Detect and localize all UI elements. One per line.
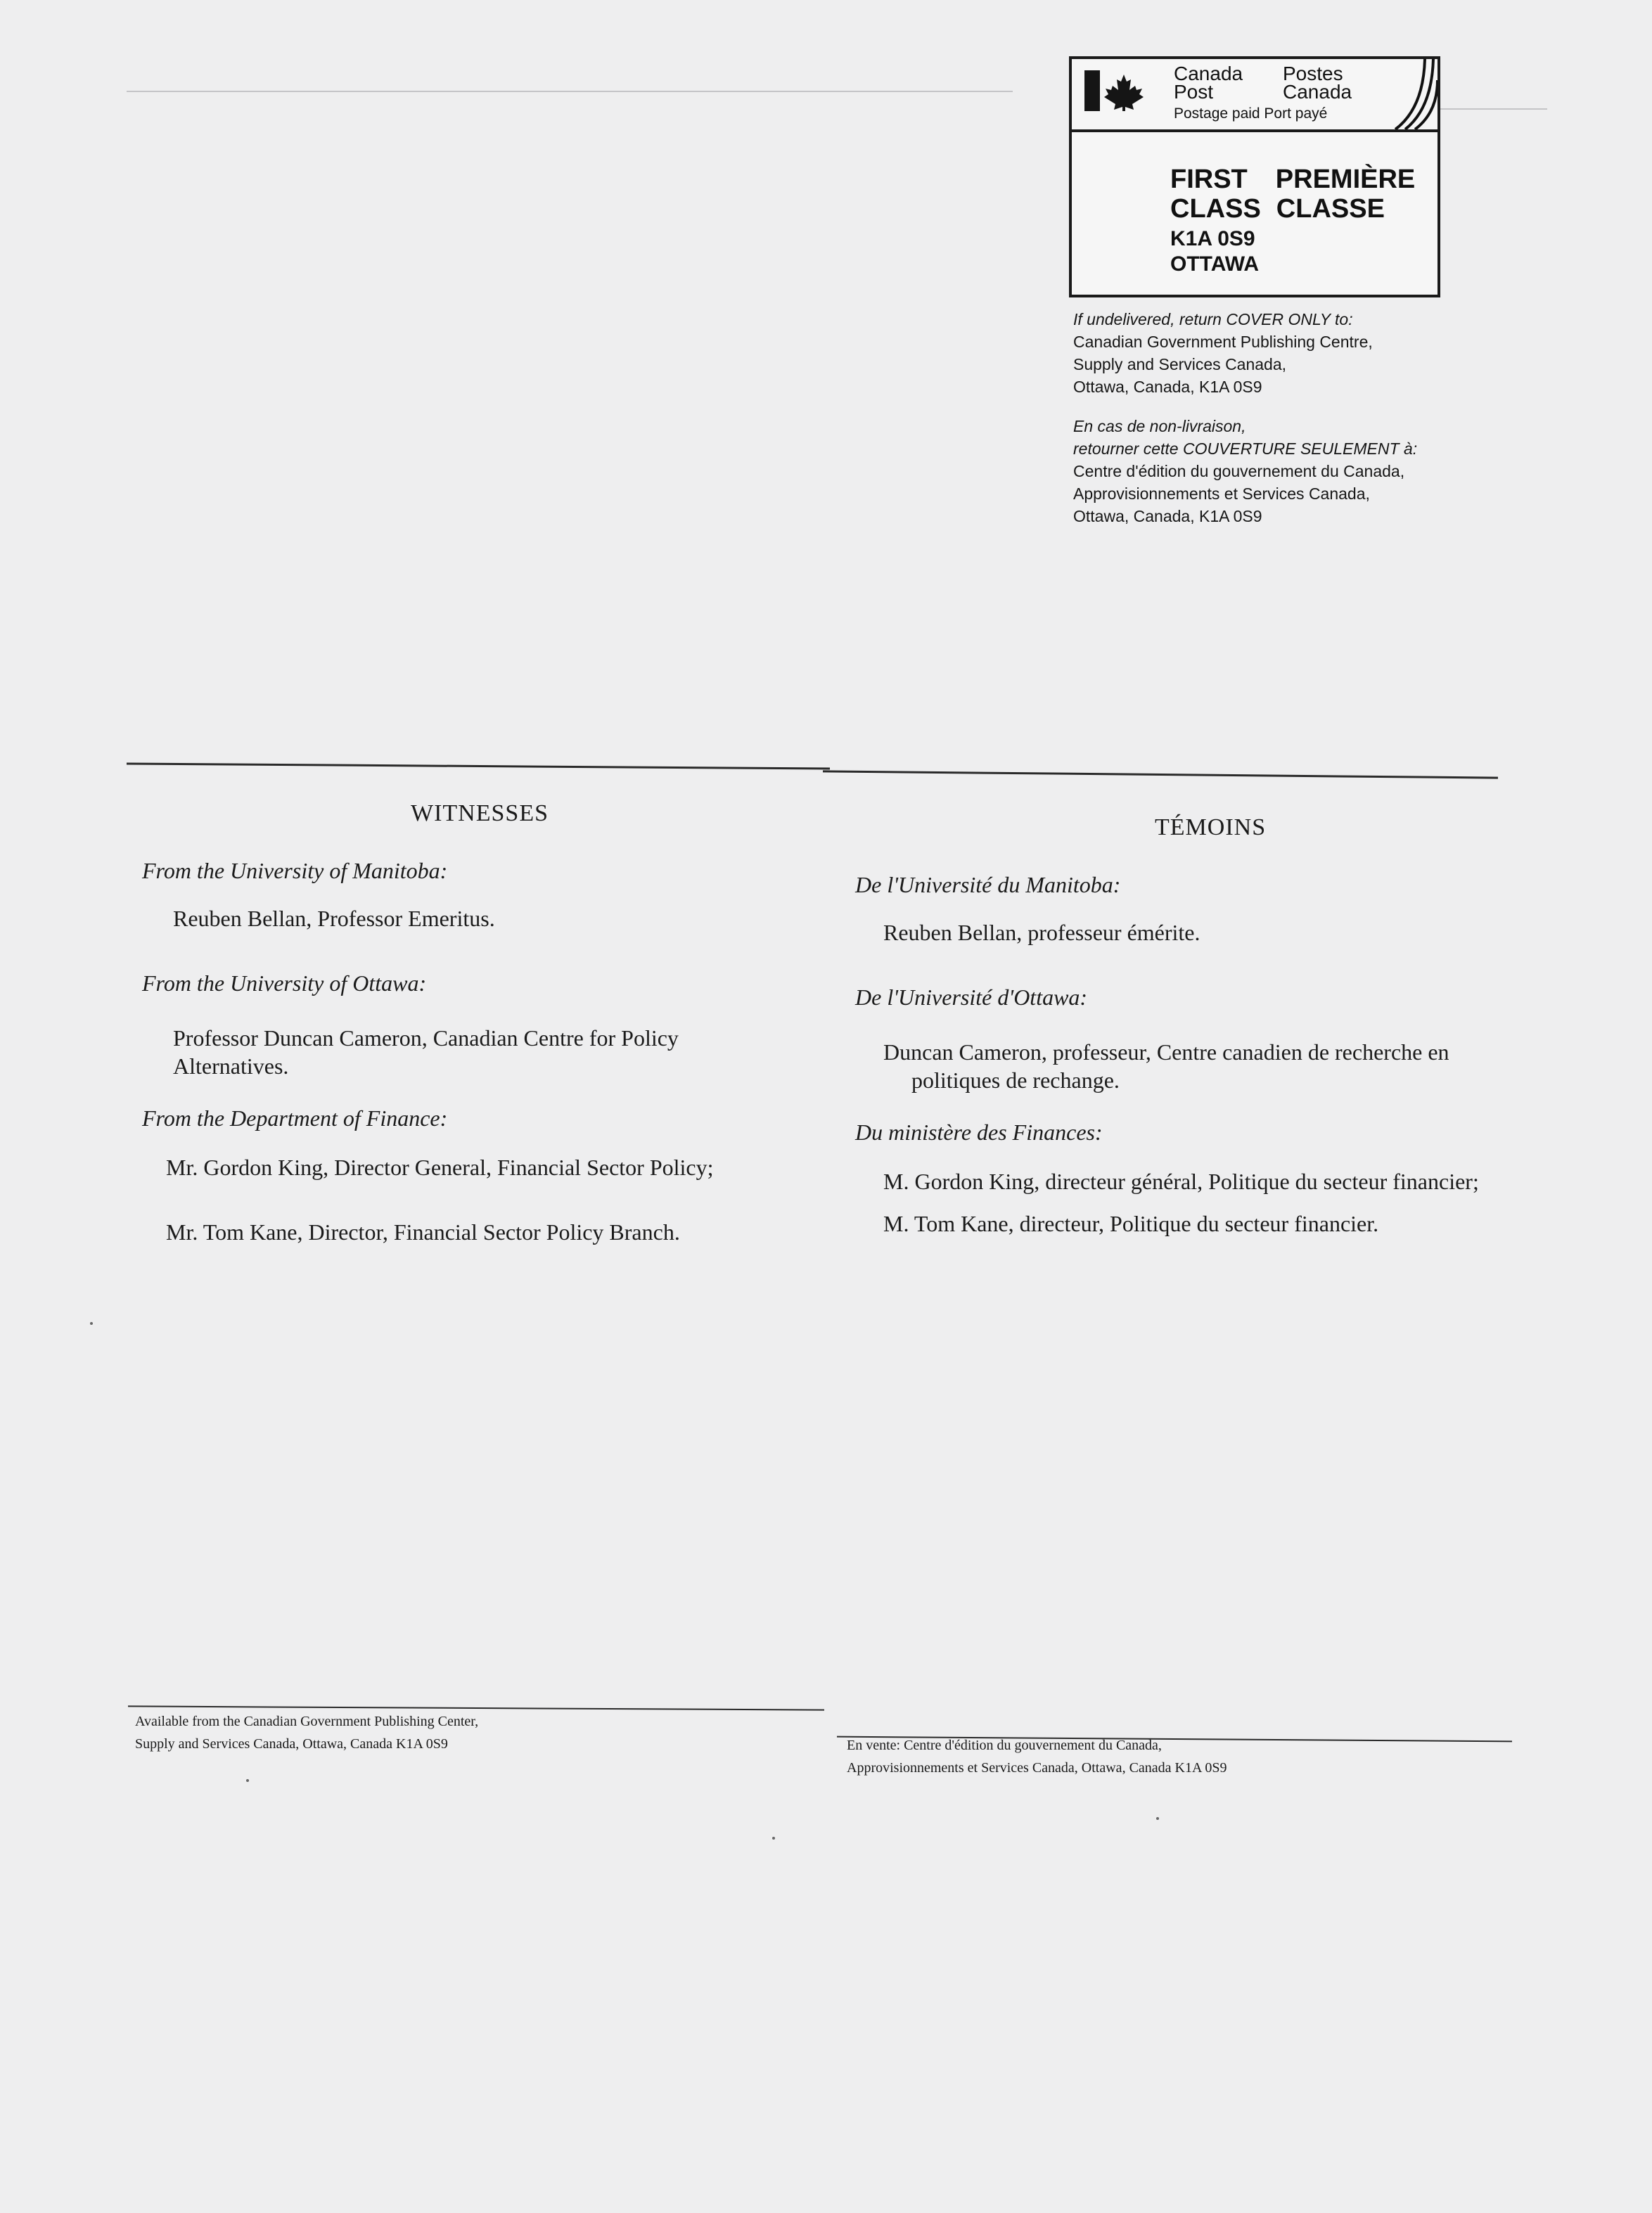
witnesses-rule-right — [823, 770, 1498, 778]
witness-org: De l'Université du Manitoba: — [855, 872, 1121, 897]
class-premiere: PREMIÈRE — [1275, 165, 1416, 194]
paper-speck — [90, 1322, 93, 1325]
return-en-line: Canadian Government Publishing Centre, — [1073, 333, 1373, 351]
witness-entry: Professor Duncan Cameron, Canadian Centre for Policy Alternatives. — [173, 1025, 679, 1079]
brand-canada-fr: Canada — [1283, 81, 1352, 103]
footer-en-line: Supply and Services Canada, Ottawa, Canada K1A 0S9 — [135, 1736, 448, 1752]
witness-entry: M. Tom Kane, directeur, Politique du secteur financier. — [883, 1211, 1379, 1236]
footer-availability-en — [135, 1710, 478, 1755]
brand-fr — [1283, 65, 1352, 101]
mail-class — [1170, 165, 1415, 224]
paper-speck — [772, 1837, 775, 1840]
witnesses-heading: WITNESSES — [411, 800, 549, 826]
return-en-line: Supply and Services Canada, — [1073, 355, 1287, 373]
postal-city: OTTAWA — [1170, 252, 1260, 276]
footer-fr-line: En vente: Centre d'édition du gouvernement du Canada, — [847, 1738, 1162, 1753]
postage-paid-label: Postage paid Port payé — [1174, 105, 1328, 122]
footer-fr-line: Approvisionnements et Services Canada, Ottawa, Canada K1A 0S9 — [847, 1760, 1227, 1776]
bleed-through-header-left — [127, 67, 1013, 92]
witness-org: From the University of Manitoba: — [142, 858, 448, 883]
witness-entry: Duncan Cameron, professeur, Centre canadien de recherche en politiques de rechange. — [883, 1039, 1449, 1093]
witness-org: From the Department of Finance: — [142, 1105, 448, 1131]
return-en-line: Ottawa, Canada, K1A 0S9 — [1073, 378, 1262, 396]
return-notice — [1073, 308, 1523, 527]
paper-speck — [1156, 1817, 1159, 1820]
return-en-intro: If undelivered, return COVER ONLY to: — [1073, 310, 1353, 328]
brand-en — [1174, 65, 1243, 101]
class-classe: CLASSE — [1276, 194, 1385, 224]
brand-post: Post — [1174, 81, 1214, 103]
postal-code: K1A 0S9 — [1170, 227, 1255, 250]
witness-entry: Reuben Bellan, professeur émérite. — [883, 920, 1200, 945]
witness-entry: M. Gordon King, directeur général, Politique du secteur financier; — [883, 1169, 1479, 1194]
return-fr-line: Ottawa, Canada, K1A 0S9 — [1073, 507, 1262, 525]
footer-en-line: Available from the Canadian Government Publishing Center, — [135, 1714, 479, 1729]
witness-org: From the University of Ottawa: — [142, 970, 427, 996]
return-fr-intro: retourner cette COUVERTURE SEULEMENT à: — [1073, 440, 1418, 458]
canada-flag-icon — [1084, 70, 1148, 111]
witnesses-column-fr — [855, 871, 1537, 1238]
return-fr-line: Centre d'édition du gouvernement du Canada, — [1073, 462, 1405, 480]
temoins-heading: TÉMOINS — [1155, 814, 1267, 840]
return-fr-line: Approvisionnements et Services Canada, — [1073, 485, 1370, 503]
paper-speck — [246, 1779, 249, 1782]
witness-entry: Reuben Bellan, Professor Emeritus. — [173, 906, 495, 931]
return-fr-intro: En cas de non-livraison, — [1073, 417, 1246, 435]
footer-availability-fr — [847, 1734, 1227, 1779]
brand-canada-en: Canada — [1174, 63, 1243, 84]
class-first: FIRST — [1170, 165, 1248, 194]
witness-entry: Mr. Tom Kane, Director, Financial Sector Policy Branch. — [166, 1219, 680, 1245]
witness-entry: Mr. Gordon King, Director General, Financial Sector Policy; — [166, 1155, 714, 1180]
class-class: CLASS — [1170, 194, 1261, 224]
witness-org: De l'Université d'Ottawa: — [855, 984, 1088, 1010]
bleed-through-header-right — [1435, 84, 1547, 110]
witnesses-column-en — [142, 857, 817, 1246]
witness-org: Du ministère des Finances: — [855, 1120, 1103, 1145]
postage-indicia — [1069, 56, 1440, 297]
brand-postes: Postes — [1283, 63, 1343, 84]
witnesses-rule-left — [127, 763, 830, 770]
speed-stripes-icon — [1367, 59, 1438, 129]
postal-destination — [1170, 226, 1259, 277]
indicia-header — [1072, 59, 1438, 132]
